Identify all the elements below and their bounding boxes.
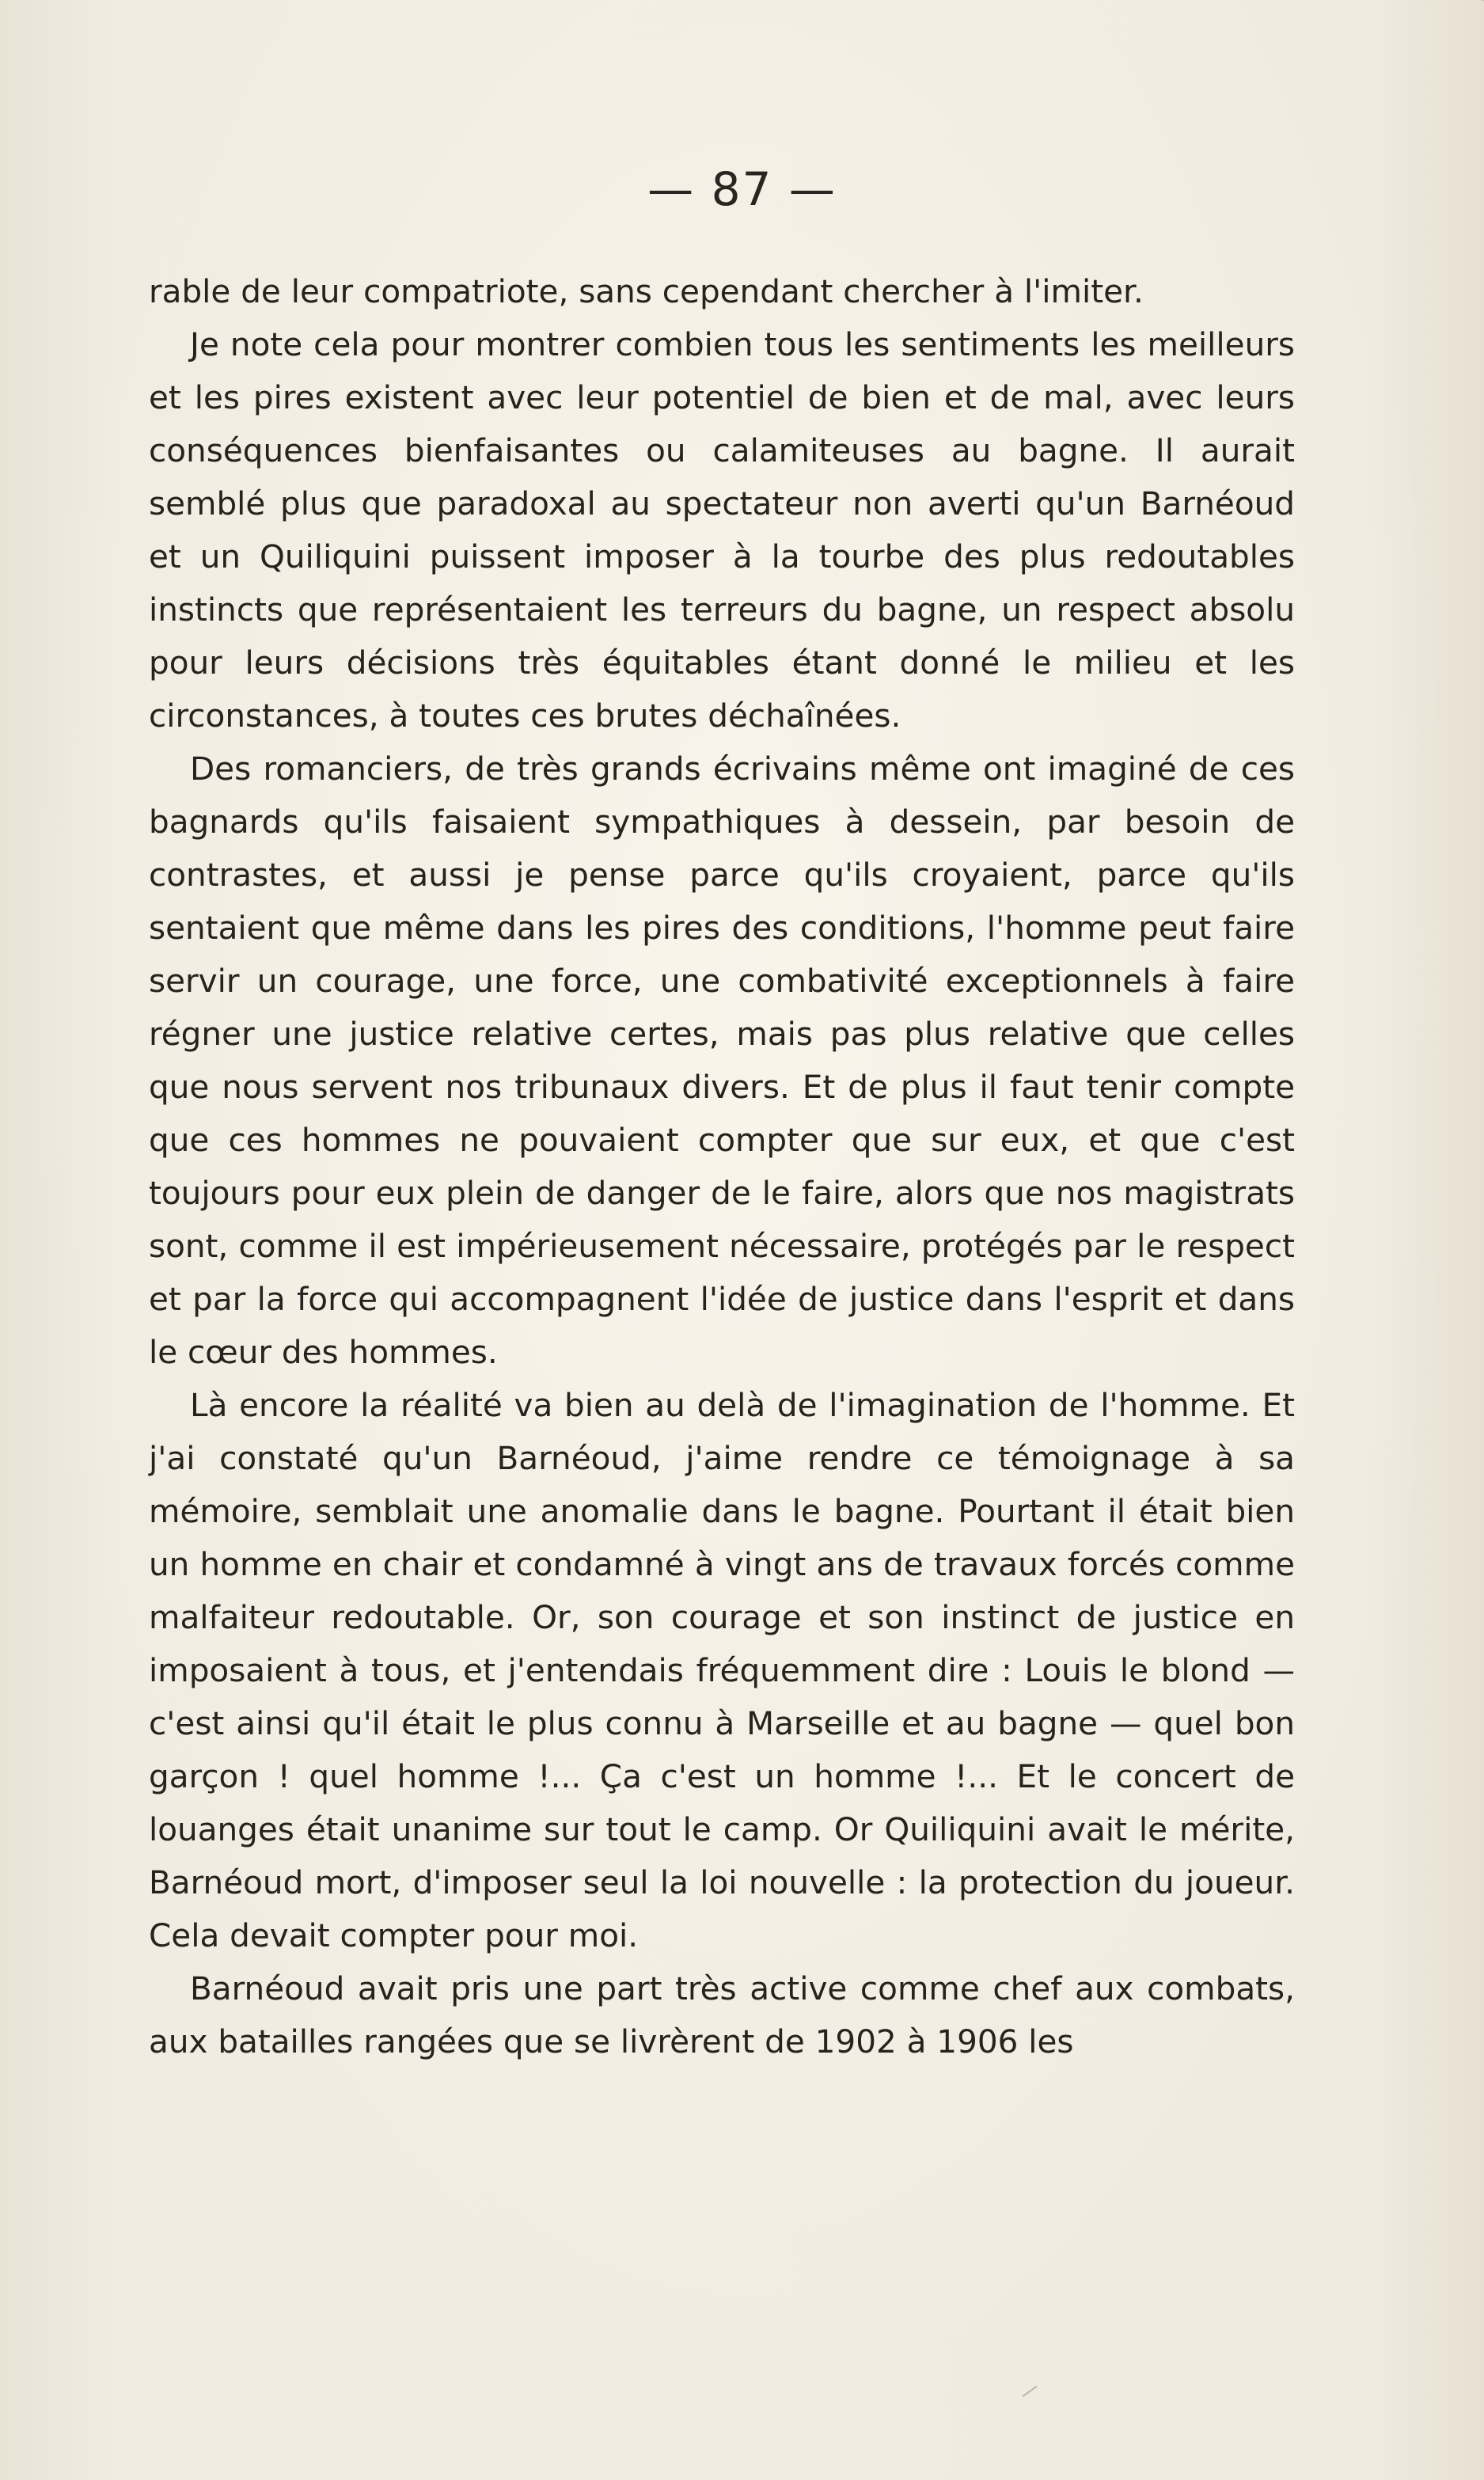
- paragraph-3: Des romanciers, de très grands écrivains même ont imaginé de ces bagnards qu'ils faisaient sympathiques à dessein, par besoin de contrastes, et aussi je pense parce qu'ils croyaient, parce qu'ils sentaient que même dans les pires des conditions, l'homme peut faire servir un courage, une force, une combativité exceptionnels à faire régner une justice relative certes, mais pas plus relative que celles que nous servent nos tribunaux divers. Et de plus il faut tenir compte que ces hommes ne pouvaient compter que sur eux, et que c'est toujours pour eux plein de danger de le faire, alors que nos magistrats sont, comme il est impérieusement nécessaire, protégés par le respect et par la force qui accompagnent l'idée de justice dans l'esprit et dans le cœur des hommes.: [149, 750, 1295, 1371]
- paragraph-5: Barnéoud avait pris une part très active comme chef aux combats, aux batailles rangées que se livrèrent de 1902 à 1906 les: [149, 1969, 1295, 2060]
- paper-mark: [1022, 2386, 1037, 2397]
- paragraph-1: rable de leur compatriote, sans cependant chercher à l'imiter.: [149, 272, 1144, 310]
- body-text: [149, 265, 1295, 2068]
- paragraph-2: Je note cela pour montrer combien tous les sentiments les meilleurs et les pires existent avec leur potentiel de bien et de mal, avec leurs conséquences bienfaisantes ou calamiteuses au bagne. Il aurait semblé plus que paradoxal au spectateur non averti qu'un Barnéoud et un Quiliquini puissent imposer à la tourbe des plus redoutables instincts que représentaient les terreurs du bagne, un respect absolu pour leurs décisions très équitables étant donné le milieu et les circonstances, à toutes ces brutes déchaînées.: [149, 325, 1295, 735]
- paragraph-4: Là encore la réalité va bien au delà de l'imagination de l'homme. Et j'ai constaté qu'un Barnéoud, j'aime rendre ce témoignage à sa mémoire, semblait une anomalie dans le bagne. Pourtant il était bien un homme en chair et condamné à vingt ans de travaux forcés comme malfaiteur redoutable. Or, son courage et son instinct de justice en imposaient à tous, et j'entendais fréquemment dire : Louis le blond — c'est ainsi qu'il était le plus connu à Marseille et au bagne — quel bon garçon ! quel homme !... Ça c'est un homme !... Et le concert de louanges était unanime sur tout le camp. Or Quiliquini avait le mérite, Barnéoud mort, d'imposer seul la loi nouvelle : la protection du joueur. Cela devait compter pour moi.: [149, 1386, 1295, 1954]
- page-corner-crease: [1430, 0, 1484, 22]
- page-number: — 87 —: [647, 162, 837, 216]
